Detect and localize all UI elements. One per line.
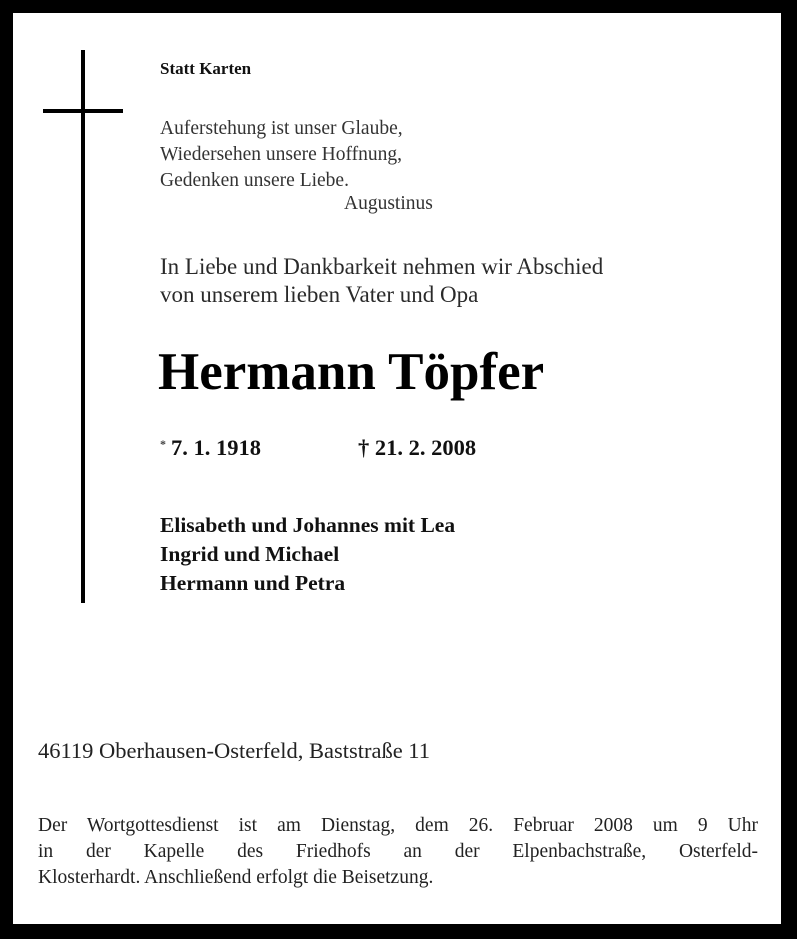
quote-line: Auferstehung ist unser Glaube, xyxy=(160,118,403,139)
birth-date-value: 7. 1. 1918 xyxy=(171,435,261,460)
cross-icon-crossbar xyxy=(43,109,123,113)
quote-author: Augustinus xyxy=(344,193,433,214)
quote-line: Wiedersehen unsere Hoffnung, xyxy=(160,144,402,165)
intro-line: In Liebe und Dankbarkeit nehmen wir Abschied xyxy=(160,254,604,279)
family-member-line: Elisabeth und Johannes mit Lea xyxy=(160,513,456,537)
obituary-notice xyxy=(13,13,781,924)
service-line: Der Wortgottesdienst ist am Dienstag, dem 26. Februar 2008 um 9 Uhr xyxy=(38,815,758,836)
family-member-line: Hermann und Petra xyxy=(160,571,346,595)
funeral-service-info xyxy=(38,813,758,891)
cross-icon xyxy=(81,50,85,603)
death-dagger-icon: † xyxy=(358,435,370,460)
service-line: in der Kapelle des Friedhofs an der Elpenbachstraße, Osterfeld- xyxy=(38,841,758,862)
birth-date xyxy=(160,437,261,460)
intro-line: von unserem lieben Vater und Opa xyxy=(160,282,479,307)
family-address: 46119 Oberhausen-Osterfeld, Baststraße 11 xyxy=(38,738,430,763)
notice-heading: Statt Karten xyxy=(160,59,252,78)
service-line: Klosterhardt. Anschließend erfolgt die Beisetzung. xyxy=(38,867,434,888)
farewell-intro xyxy=(160,253,603,309)
death-date-value: 21. 2. 2008 xyxy=(374,435,477,460)
memorial-quote xyxy=(160,116,403,194)
deceased-name: Hermann Töpfer xyxy=(158,343,545,401)
family-member-line: Ingrid und Michael xyxy=(160,542,340,566)
death-date xyxy=(358,437,476,460)
mourning-family-list xyxy=(160,511,455,598)
birth-star-icon: * xyxy=(160,437,166,451)
quote-line: Gedenken unsere Liebe. xyxy=(160,170,349,191)
